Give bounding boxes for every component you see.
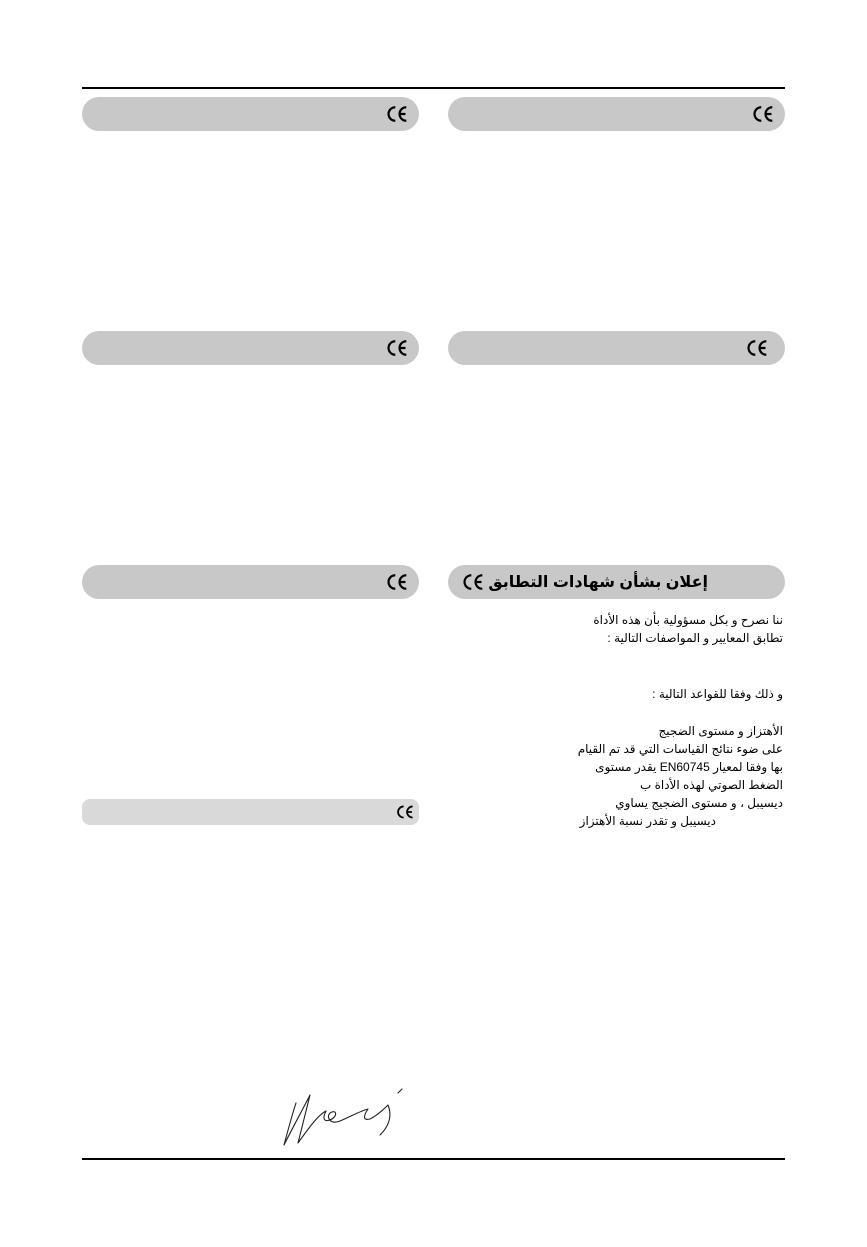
intro-line: تطابق المعايير و المواصفات التالية : <box>607 631 783 645</box>
handwritten-signature <box>280 1085 410 1150</box>
declaration-header-bar <box>448 565 785 599</box>
ce-section-bar-left-1 <box>82 97 419 131</box>
bottom-rule <box>82 1158 785 1160</box>
ce-mark-icon <box>752 106 774 123</box>
ce-mark-icon <box>462 574 484 591</box>
ce-mark-icon <box>386 340 408 357</box>
ce-section-bar-right-1 <box>448 97 785 131</box>
noise-line: الأهتزاز و مستوى الضجيج <box>658 724 783 738</box>
ce-section-bar-left-4 <box>82 799 419 825</box>
ce-section-bar-right-2 <box>448 331 785 365</box>
noise-line: ديسيبل ، و مستوى الضجيج يساوي <box>615 796 783 810</box>
declaration-rules: و ذلك وفقا للقواعد التالية : <box>652 687 783 701</box>
ce-mark-icon <box>386 574 408 591</box>
ce-mark-icon <box>386 106 408 123</box>
noise-line: ديسيبل و تقدر نسبة الأهتزاز <box>579 814 716 828</box>
noise-vibration-text <box>578 722 783 830</box>
intro-line: ننا نصرح و بكل مسؤولية بأن هذه الأداة <box>593 613 783 627</box>
declaration-title: إعلان بشأن شهادات التطابق <box>488 574 708 591</box>
declaration-intro <box>593 611 783 647</box>
noise-line: على ضوء نتائج القياسات التي قد تم القيام <box>577 742 783 756</box>
ce-mark-icon <box>746 340 768 357</box>
noise-line: الضغط الصوتي لهذه الأداة ب <box>639 778 783 792</box>
ce-section-bar-left-2 <box>82 331 419 365</box>
ce-mark-icon <box>396 805 414 819</box>
noise-line: بها وفقا لمعيار EN60745 يقدر مستوى <box>595 760 783 774</box>
top-rule <box>82 87 785 89</box>
ce-section-bar-left-3 <box>82 565 419 599</box>
